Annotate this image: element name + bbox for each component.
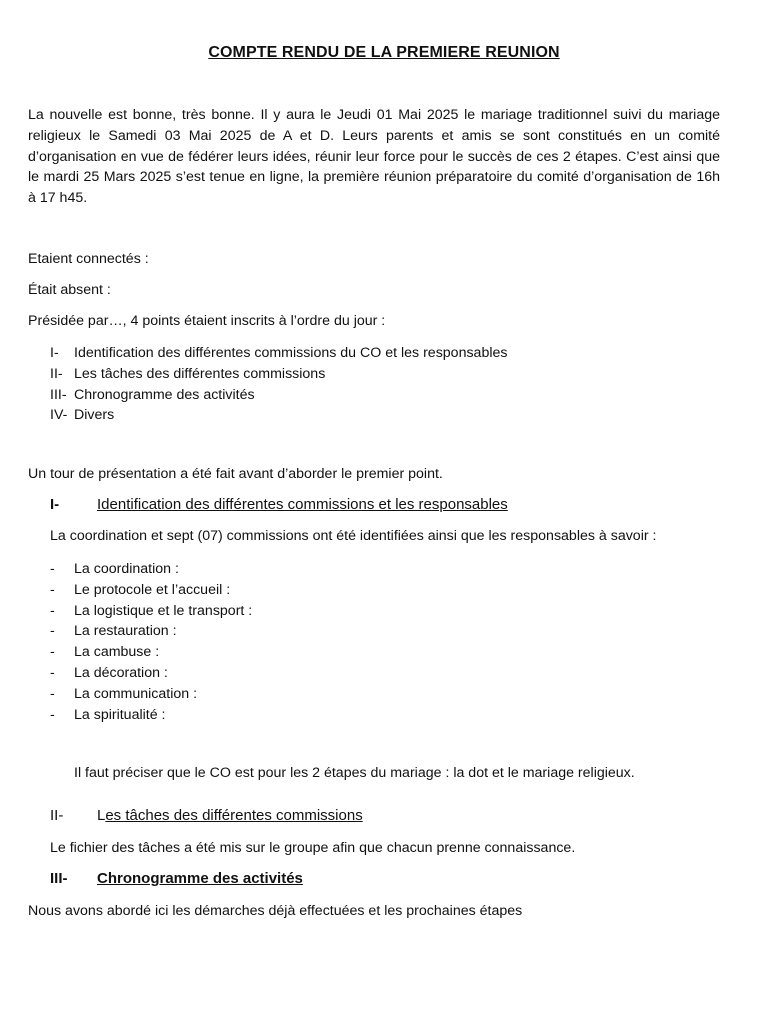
section1-note: Il faut préciser que le CO est pour les 2 étapes du mariage : la dot et le mariage religieux. [74,765,635,781]
list-item: - La décoration : [50,664,168,681]
commission-list [50,559,252,725]
agenda-item: IV- Divers [50,407,115,424]
list-item: - Le protocole et l’accueil : [50,581,231,598]
section3-heading [50,870,303,887]
tour-line: Un tour de présentation a été fait avant d’aborder le premier point. [28,466,443,482]
list-item: - La communication : [50,685,198,702]
agenda-item: III- Chronogramme des activités [50,386,255,403]
presided-line: Présidée par…, 4 points étaient inscrits à l’ordre du jour : [28,313,386,329]
section1-title: Identification des différentes commissions et les responsables [97,496,508,513]
intro-paragraph: La nouvelle est bonne, très bonne. Il y aura le Jeudi 01 Mai 2025 le mariage traditionnel suivi du mariage religieux le Samedi 03 Mai 2025 de A et D. Leurs parents et amis se sont constitués en un comité d’organisation en vue de fédérer leurs idées, réunir leur force pour le succès de ces 2 étapes. C’est ainsi que le mardi 25 Mars 2025 s’est tenue en ligne, la première réunion préparatoire du comité d’organisation de 16h à 17 h45. [28,107,720,207]
list-item: - La restauration : [50,623,177,640]
section1-intro: La coordination et sept (07) commissions ont été identifiées ainsi que les responsables à savoir : [50,528,657,544]
section2-title: es tâches des différentes commissions [105,807,363,824]
connected-line: Etaient connectés : [28,251,149,267]
section2-heading [50,807,363,824]
list-item: - La coordination : [50,561,179,577]
agenda-list [50,343,507,426]
section2-number: II- [50,807,64,824]
absent-line: Était absent : [28,282,111,298]
section2-title-initial: L [97,807,106,824]
document-title: COMPTE RENDU DE LA PREMIERE REUNION [208,44,560,61]
section3-body: Nous avons abordé ici les démarches déjà effectuées et les prochaines étapes [28,903,523,919]
list-item: - La cambuse : [50,644,160,661]
section1-heading [50,496,508,513]
section3-title: Chronogramme des activités [97,870,303,887]
agenda-item: II- Les tâches des différentes commissions [50,365,326,382]
list-item: - La logistique et le transport : [50,602,253,619]
section2-body: Le fichier des tâches a été mis sur le groupe afin que chacun prenne connaissance. [50,840,576,856]
section3-number: III- [50,870,68,887]
list-item: - La spiritualité : [50,706,166,723]
agenda-item: I- Identification des différentes commissions du CO et les responsables [50,345,508,361]
section1-number: I- [50,496,60,513]
